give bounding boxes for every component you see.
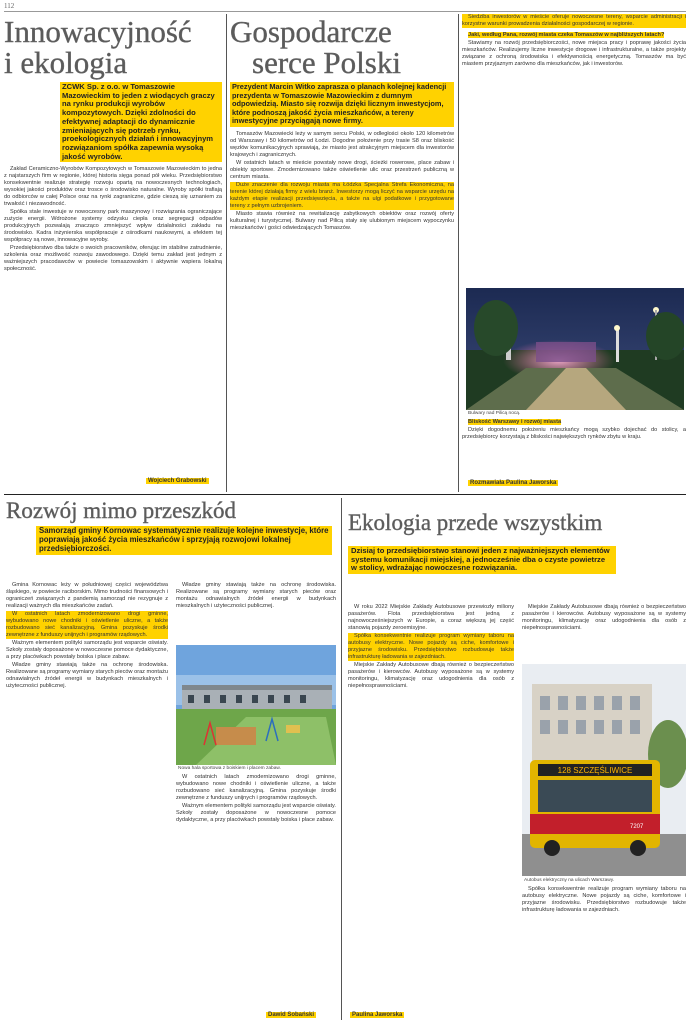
article-3-lead: Samorząd gminy Kornowac systematycznie realizuje kolejne inwestycje, które poprawiają jakość życia mieszkańców i sprzyjają rozwojowi lokalnej przedsiębiorczości. — [36, 526, 332, 555]
bus-photo — [522, 664, 686, 876]
bus-destination-sign: 128 SZCZĘŚLIWICE — [557, 766, 633, 775]
article-2-lead: Prezydent Marcin Witko zaprasza o planach kolejnej kadencji prezydenta w Tomaszowie Mazowieckim z dumnym odpowiedzią. Miasto się rozwija dzięki licznym inwestycjom, które podnoszą jakość życia mieszkańców, a tereny inwestycyjne przyciągają nowe firmy. — [230, 82, 454, 127]
article-3-body-col1: Gmina Kornowac leży w południowej części województwa śląskiego, w powiecie raciborskim. Mimo trudności finansowych i ograniczeń związanych z pandemią samorząd nie rezygnuje z realizacji ważnych dla mieszkańców zadań. W ostatnich latach zmodernizowano drogi gminne, wybudowano nowe chodniki i oświetlenie uliczne, a także rozbudowano sieć kanalizacyjną. Gmina pozyskuje środki zewnętrzne z funduszy unijnych i programów rządowych. Ważnym elementem polityki samorządu jest wsparcie oświaty. Szkoły zostały doposażone w nowoczesne pomoce dydaktyczne, a przy placówkach powstały boiska i place zabaw. Władze gminy stawiają także na ochronę środowiska. Realizowane są programy wymiany starych pieców oraz montażu odnawialnych źródeł energii w budynkach mieszkalnych i użyteczności publicznej. — [6, 582, 168, 689]
article-4-body-col2-lower: Spółka konsekwentnie realizuje program wymiany taboru na autobusy elektryczne. Nowe pojazdy są ciche, komfortowe i przyjazne środowisku. Przedsiębiorstwo rozbudowuje także infrastrukturę ładowania w zajezdniach. — [522, 886, 686, 913]
section-divider — [4, 494, 686, 495]
page-number: 112 — [4, 2, 15, 10]
article-1-body: Zakład Ceramiczno-Wyrobów Kompozytowych w Tomaszowie Mazowieckim to jedna z najstarszych firm w regionie, której historia sięga ponad pół wieku. Przedsiębiorstwo konsekwentnie realizuje strategię rozwoju opartą na nowoczesnych technologiach, wysokiej jakości produktów oraz trosce o środowisko naturalne. Wyroby spółki trafiają do odbiorców w całej Polsce oraz na rynki zagraniczne, gdzie cieszą się uznaniem za trwałość i niezawodność. Spółka stale inwestuje w nowoczesny park maszynowy i rozwiązania ograniczające zużycie energii. Wdrożone systemy odzysku ciepła oraz segregacji odpadów produkcyjnych pozwalają znacząco zmniejszyć wpływ działalności zakładu na środowisko. Kadra inżynierska współpracuje z ośrodkami naukowymi, a efektem tej współpracy są nowe, innowacyjne wyroby. Przedsiębiorstwo dba także o swoich pracowników, oferując im stabilne zatrudnienie, szkolenia oraz możliwość rozwoju zawodowego. Dzięki temu zakład jest jednym z ważniejszych pracodawców w powiecie tomaszowskim i aktywnie wspiera lokalną społeczność. — [4, 166, 222, 273]
bus-photo-caption: Autobus elektryczny na ulicach Warszawy. — [524, 878, 615, 883]
city-bus-image — [522, 664, 686, 876]
article-1-title: Innowacyjność i ekologia — [4, 14, 192, 80]
sports-hall-caption: Nowa hala sportowa z boiskiem i placem zabaw. — [178, 766, 281, 771]
bulwary-photo-caption: Bulwary nad Pilicą nocą. — [468, 411, 521, 416]
column-divider — [226, 14, 227, 492]
article-3-body-col2-lower: W ostatnich latach zmodernizowano drogi gminne, wybudowano nowe chodniki i oświetlenie uliczne, a także rozbudowano sieć kanalizacyjną. Gmina pozyskuje środki zewnętrzne z funduszy unijnych i programów rządowych. Ważnym elementem polityki samorządu jest wsparcie oświaty. Szkoły zostały doposażone w nowoczesne pomoce dydaktyczne, a przy placówkach powstały boiska i place zabaw. — [176, 774, 336, 823]
bulwary-night-photo — [466, 288, 684, 410]
article-1-byline: Wojciech Grabowski — [148, 478, 207, 484]
article-4-byline: Paulina Jaworska — [352, 1012, 403, 1018]
article-4-body-col2: Miejskie Zakłady Autobusowe dbają również o bezpieczeństwo pasażerów i kierowców. Autobusy wyposażone są w systemy monitoringu, klimatyzację oraz udogodnienia dla osób z niepełnosprawnościami. — [522, 604, 686, 631]
article-gospodarcze-serce — [230, 14, 454, 494]
article-3-byline: Dawid Sobański — [268, 1012, 315, 1018]
article-innowacyjnosc — [4, 14, 222, 494]
column-divider — [341, 498, 342, 1020]
article-1-lead: ZCWK Sp. z o.o. w Tomaszowie Mazowieckim to jeden z wiodących graczy na rynku produkcji wyrobów kompozytowych. Dzięki zdolności do efektywnej adaptacji do dynamicznie zmieniających się potrzeb rynku, proekologicznych działań i innowacyjnym rozwiązaniom spółka zapewnia wysoką jakość wyrobów. — [60, 82, 222, 162]
interview-question: Jaki, według Pana, rozwój miasta czeka Tomaszów w najbliższych latach? — [468, 32, 665, 38]
sidebar-top-text: Siedziba inwestorów w mieście oferuje nowoczesne tereny, wsparcie administracji i korzystne warunki prowadzenia działalności gospodarczej w regionie. Jaki, według Pana, rozwój miasta czeka Tomaszów w najbliższych latach? Stawiamy na rozwój przedsiębiorczości, nowe miejsca pracy i poprawę jakości życia mieszkańców. Realizujemy liczne inwestycje drogowe i infrastrukturalne, a także projekty związane z ochroną środowiska i efektywnością energetyczną. Tomaszów ma być miastem przyjaznym zarówno dla mieszkańców, jak i inwestorów. — [462, 14, 686, 67]
sidebar-subhead: Bliskość Warszawy i rozwój miasta — [468, 419, 562, 425]
article-4-body-col1: W roku 2022 Miejskie Zakłady Autobusowe przewiozły miliony pasażerów. Flota przedsiębiorstwa jest jedną z najnowocześniejszych w Europie, a coraz większą jej część stanowią pojazdy zeroemisyjne. Spółka konsekwentnie realizuje program wymiany taboru na autobusy elektryczne. Nowe pojazdy są ciche, komfortowe i przyjazne środowisku. Przedsiębiorstwo rozbudowuje także infrastrukturę ładowania w zajezdniach. Miejskie Zakłady Autobusowe dbają również o bezpieczeństwo pasażerów i kierowców. Autobusy wyposażone są w systemy monitoringu, klimatyzację oraz udogodnienia dla osób z niepełnosprawnościami. — [348, 604, 514, 689]
article-4-lead: Dzisiaj to przedsiębiorstwo stanowi jeden z najważniejszych elementów systemu komunikacji miejskiej, a jednocześnie dba o czyste powietrze w stolicy, wdrażając nowoczesne rozwiązania. — [348, 546, 616, 574]
article-3-title: Rozwój mimo przeszkód — [6, 498, 236, 523]
article-4-title: Ekologia przede wszystkim — [348, 510, 603, 535]
top-rule — [4, 11, 686, 12]
sports-hall-image — [176, 645, 336, 765]
column-divider — [458, 14, 459, 492]
sports-hall-photo — [176, 645, 336, 765]
sidebar-bottom: Bliskość Warszawy i rozwój miasta Dzięki dogodnemu położeniu mieszkańcy mogą szybko dojechać do stolicy, a przedsiębiorcy korzystają z bliskości największych rynków zbytu w kraju. — [462, 419, 686, 440]
article-2-body: Tomaszów Mazowiecki leży w samym sercu Polski, w odległości około 120 kilometrów od Warszawy i 50 kilometrów od Łodzi. Dogodne położenie przy trasie S8 oraz bliskość węzłów komunikacyjnych sprawiają, że miasto jest atrakcyjnym miejscem dla inwestorów krajowych i zagranicznych. W ostatnich latach w mieście powstały nowe drogi, ścieżki rowerowe, place zabaw i obiekty sportowe. Zmodernizowano także oświetlenie ulic oraz przestrzeń publiczną w centrum miasta. Duże znaczenie dla rozwoju miasta ma Łódzka Specjalna Strefa Ekonomiczna, na terenie której działają firmy z wielu branż. Inwestorzy mogą liczyć na wsparcie urzędu na każdym etapie realizacji przedsięwzięcia, a także na ulgi podatkowe i przygotowane tereny z pełnym uzbrojeniem. Miasto stawia również na rewitalizację zabytkowych obiektów oraz rozwój oferty kulturalnej i turystycznej. Bulwary nad Pilicą stały się ulubionym miejscem wypoczynku mieszkańców i gości odwiedzających Tomaszów. — [230, 130, 454, 231]
article-3-body-col2: Władze gminy stawiają także na ochronę środowiska. Realizowane są programy wymiany starych pieców oraz montażu odnawialnych źródeł energii w budynkach mieszkalnych i użyteczności publicznej. — [176, 582, 336, 609]
sidebar-byline: Rozmawiała Paulina Jaworska — [470, 480, 557, 486]
article-2-title: Gospodarcze serce Polski — [230, 14, 401, 80]
bus-fleet-number: 7207 — [630, 824, 644, 830]
night-park-image — [466, 288, 684, 410]
